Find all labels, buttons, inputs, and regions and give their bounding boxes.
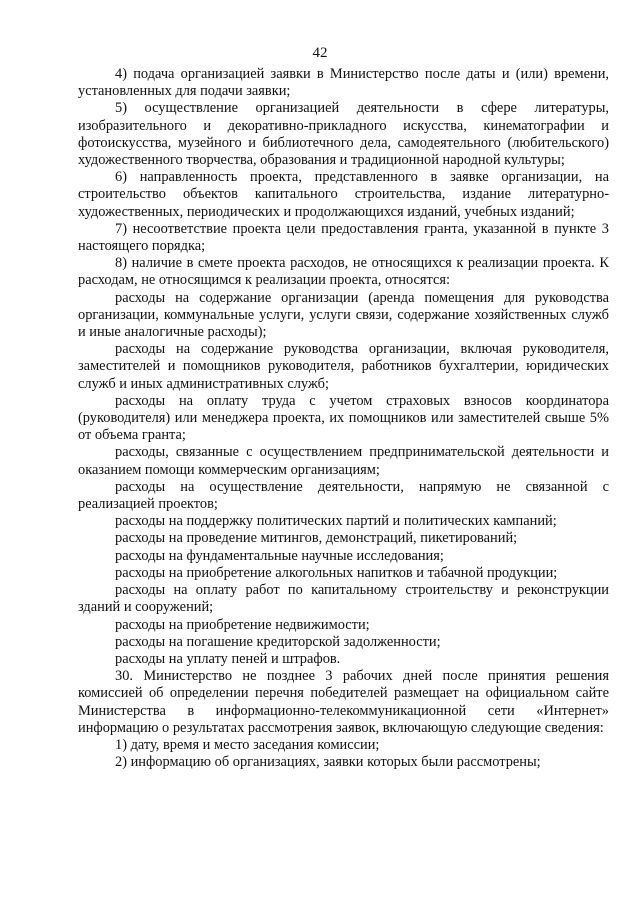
page-number: 42 (312, 45, 328, 61)
expense-item: расходы на содержание руководства организации, включая руководителя, заместителей и помощников руководителя, работников бухгалтерии, юридических служб и иных административных служб; (78, 341, 609, 392)
expense-item: расходы на содержание организации (аренда помещения для руководства организации, коммунальные услуги, услуги связи, содержание хозяйственных служб и иные аналогичные расходы); (78, 289, 609, 341)
info-item-1: 1) дату, время и место заседания комиссии; (115, 736, 380, 753)
paragraph-item-7: 7) несоответствие проекта цели предоставления гранта, указанной в пункте 3 настоящего порядка; (78, 220, 609, 255)
expense-item: расходы на приобретение недвижимости; (115, 616, 370, 633)
info-item-2: 2) информацию об организациях, заявки которых были рассмотрены; (115, 754, 541, 771)
expense-item: расходы на фундаментальные научные исследования; (115, 547, 444, 564)
expense-item: расходы на проведение митингов, демонстраций, пикетирований; (115, 530, 518, 547)
section-30-paragraph: 30. Министерство не позднее 3 рабочих дней после принятия решения комиссией об определении перечня победителей размещает на официальном сайте Министерства в информационно-телекоммуникационной сети «Интернет» информацию о результатах рассмотрения заявок, включающую следующие сведения: (78, 668, 609, 736)
paragraph-item-6: 6) направленность проекта, представленного в заявке организации, на строительство объектов капитального строительства, издание литературно-художественных, периодических и продолжающихся изданий, учебных изданий; (78, 169, 609, 220)
expense-item: расходы на поддержку политических партий и политических кампаний; (115, 513, 557, 530)
paragraph-item-5: 5) осуществление организацией деятельности в сфере литературы, изобразительного и декоративно-прикладного искусства, кинематографии и фотоискусства, музейного и библиотечного дела, самодеятельного (любительского) художественного творчества, образования и традиционной народной культуры; (78, 100, 609, 169)
expense-item: расходы на уплату пеней и штрафов. (115, 650, 341, 667)
paragraph-item-8: 8) наличие в смете проекта расходов, не относящихся к реализации проекта. К расходам, не относящимся к реализации проекта, относятся: (78, 255, 609, 289)
expense-item: расходы на оплату труда с учетом страховых взносов координатора (руководителя) или менеджера проекта, их помощников или заместителей свыше 5% от объема гранта; (78, 392, 609, 444)
paragraph-item-4: 4) подача организацией заявки в Министерство после даты и (или) времени, установленных для подачи заявки; (78, 66, 609, 100)
page-body (78, 66, 609, 771)
expense-item: расходы на приобретение алкогольных напитков и табачной продукции; (115, 564, 558, 581)
expense-item: расходы на погашение кредиторской задолженности; (115, 633, 441, 650)
expense-item: расходы, связанные с осуществлением предпринимательской деятельности и оказанием помощи коммерческим организациям; (78, 444, 609, 478)
expense-item: расходы на осуществление деятельности, напрямую не связанной с реализацией проектов; (78, 478, 609, 513)
expense-item: расходы на оплату работ по капитальному строительству и реконструкции зданий и сооружений; (78, 582, 609, 616)
